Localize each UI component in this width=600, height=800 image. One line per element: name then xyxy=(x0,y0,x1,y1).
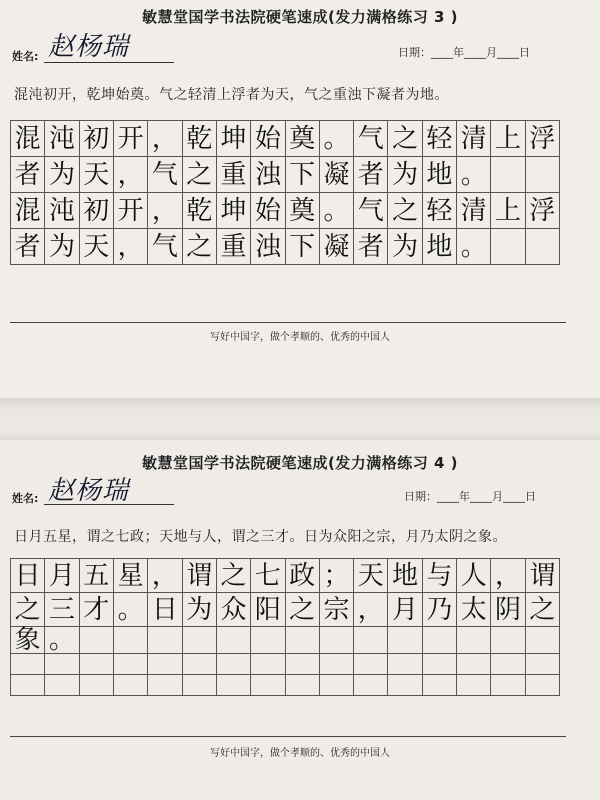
grid-row xyxy=(11,675,560,696)
grid-cell: 上 xyxy=(491,193,525,229)
grid-row xyxy=(11,654,560,675)
grid-cell: 阳 xyxy=(251,593,285,627)
grid-cell: 地 xyxy=(422,157,456,193)
grid-cell xyxy=(525,675,559,696)
grid-cell: 气 xyxy=(148,229,182,265)
grid-cell xyxy=(388,654,422,675)
grid-cell xyxy=(216,654,250,675)
grid-cell xyxy=(457,627,491,654)
grid-cell: 开 xyxy=(113,121,147,157)
grid-cell: 者 xyxy=(11,229,45,265)
grid-cell xyxy=(11,654,45,675)
grid-cell: ， xyxy=(354,593,388,627)
grid-cell xyxy=(491,654,525,675)
grid-cell: 日 xyxy=(11,559,45,593)
grid-cell: 气 xyxy=(148,157,182,193)
grid-cell: 者 xyxy=(354,157,388,193)
grid-cell: 五 xyxy=(79,559,113,593)
footer-motto: 写好中国字，做个孝顺的、优秀的中国人 xyxy=(210,748,390,759)
grid-cell xyxy=(525,654,559,675)
grid-cell xyxy=(457,654,491,675)
name-label: 姓名: xyxy=(12,50,39,63)
grid-cell: 阴 xyxy=(491,593,525,627)
grid-cell: 始 xyxy=(251,121,285,157)
grid-cell: ， xyxy=(148,193,182,229)
worksheet-title: 敏慧堂国学书法院硬笔速成(发力满格练习 3 ) xyxy=(141,8,459,26)
grid-cell xyxy=(422,654,456,675)
grid-cell xyxy=(182,627,216,654)
grid-cell xyxy=(525,627,559,654)
grid-row xyxy=(11,559,560,593)
grid-cell xyxy=(148,654,182,675)
grid-cell: 始 xyxy=(251,193,285,229)
grid-cell xyxy=(182,654,216,675)
grid-cell xyxy=(457,675,491,696)
grid-cell: 众 xyxy=(216,593,250,627)
grid-cell: 气 xyxy=(354,121,388,157)
grid-cell: 天 xyxy=(79,229,113,265)
student-signature: 赵杨瑞 xyxy=(48,32,130,62)
grid-cell: ， xyxy=(148,559,182,593)
grid-cell: 浊 xyxy=(251,229,285,265)
grid-cell: 之 xyxy=(388,193,422,229)
grid-cell: 乾 xyxy=(182,121,216,157)
grid-cell: 星 xyxy=(113,559,147,593)
grid-cell: 开 xyxy=(113,193,147,229)
grid-cell: ； xyxy=(319,559,353,593)
grid-cell: 混 xyxy=(11,193,45,229)
grid-cell: 天 xyxy=(79,157,113,193)
grid-cell: 奠 xyxy=(285,193,319,229)
grid-cell: 浮 xyxy=(525,193,559,229)
grid-cell xyxy=(491,229,525,265)
grid-row xyxy=(11,229,560,265)
grid-cell xyxy=(319,627,353,654)
grid-cell xyxy=(422,675,456,696)
model-text: 日月五星，谓之七政；天地与人，谓之三才。日为众阳之宗，月乃太阴之象。 xyxy=(14,529,507,545)
grid-row xyxy=(11,157,560,193)
footer-rule xyxy=(10,736,566,737)
grid-cell xyxy=(354,654,388,675)
grid-cell: 为 xyxy=(388,229,422,265)
grid-cell: 政 xyxy=(285,559,319,593)
grid-cell: 者 xyxy=(11,157,45,193)
grid-cell: 宗 xyxy=(319,593,353,627)
grid-cell: 之 xyxy=(285,593,319,627)
grid-cell: 之 xyxy=(11,593,45,627)
grid-cell: 。 xyxy=(45,627,79,654)
grid-cell: 下 xyxy=(285,229,319,265)
grid-cell: 为 xyxy=(45,229,79,265)
footer-motto: 写好中国字，做个孝顺的、优秀的中国人 xyxy=(210,332,390,343)
grid-cell: 混 xyxy=(11,121,45,157)
grid-cell: 之 xyxy=(182,229,216,265)
grid-cell xyxy=(388,675,422,696)
grid-cell: 初 xyxy=(79,121,113,157)
grid-cell: 初 xyxy=(79,193,113,229)
grid-cell: 凝 xyxy=(319,229,353,265)
grid-cell: 轻 xyxy=(422,193,456,229)
grid-cell: 之 xyxy=(182,157,216,193)
grid-cell xyxy=(79,654,113,675)
grid-cell xyxy=(148,675,182,696)
grid-cell xyxy=(216,627,250,654)
grid-cell: 才 xyxy=(79,593,113,627)
grid-cell: 气 xyxy=(354,193,388,229)
grid-cell: 乃 xyxy=(422,593,456,627)
grid-cell: 清 xyxy=(457,193,491,229)
grid-cell xyxy=(113,627,147,654)
grid-cell: 为 xyxy=(45,157,79,193)
practice-grid xyxy=(10,558,560,696)
grid-cell xyxy=(45,675,79,696)
grid-cell: 之 xyxy=(216,559,250,593)
grid-cell: 之 xyxy=(525,593,559,627)
grid-cell xyxy=(251,675,285,696)
grid-cell: 清 xyxy=(457,121,491,157)
grid-cell xyxy=(422,627,456,654)
student-signature: 赵杨瑞 xyxy=(48,476,130,506)
grid-cell: 坤 xyxy=(216,193,250,229)
grid-cell xyxy=(148,627,182,654)
grid-cell xyxy=(251,654,285,675)
grid-cell xyxy=(319,675,353,696)
grid-row xyxy=(11,627,560,654)
grid-cell xyxy=(79,627,113,654)
grid-cell: 沌 xyxy=(45,121,79,157)
grid-cell: 凝 xyxy=(319,157,353,193)
model-text: 混沌初开，乾坤始奠。气之轻清上浮者为天，气之重浊下凝者为地。 xyxy=(14,87,449,103)
date-field: 日期：____年____月____日 xyxy=(398,46,530,59)
grid-cell xyxy=(525,229,559,265)
grid-cell xyxy=(285,675,319,696)
grid-cell xyxy=(354,627,388,654)
grid-cell: 。 xyxy=(319,121,353,157)
grid-cell: 三 xyxy=(45,593,79,627)
grid-cell: 之 xyxy=(388,121,422,157)
grid-cell: 重 xyxy=(216,157,250,193)
grid-cell xyxy=(182,675,216,696)
grid-cell: 与 xyxy=(422,559,456,593)
grid-cell: 日 xyxy=(148,593,182,627)
grid-cell: 奠 xyxy=(285,121,319,157)
grid-cell: 天 xyxy=(354,559,388,593)
practice-grid xyxy=(10,120,560,265)
grid-cell: 坤 xyxy=(216,121,250,157)
grid-cell xyxy=(45,654,79,675)
grid-cell xyxy=(11,675,45,696)
footer-rule xyxy=(10,322,566,323)
date-field: 日期：____年____月____日 xyxy=(404,490,536,503)
grid-cell xyxy=(79,675,113,696)
grid-cell xyxy=(491,675,525,696)
grid-cell: 轻 xyxy=(422,121,456,157)
worksheet-title: 敏慧堂国学书法院硬笔速成(发力满格练习 4 ) xyxy=(141,454,459,472)
grid-cell: 为 xyxy=(388,157,422,193)
grid-row xyxy=(11,121,560,157)
grid-cell: ， xyxy=(148,121,182,157)
grid-cell xyxy=(491,627,525,654)
name-label: 姓名: xyxy=(12,492,39,505)
grid-cell: 者 xyxy=(354,229,388,265)
grid-cell: ， xyxy=(491,559,525,593)
grid-cell: 地 xyxy=(388,559,422,593)
grid-cell xyxy=(285,627,319,654)
grid-cell: 。 xyxy=(319,193,353,229)
grid-cell xyxy=(354,675,388,696)
grid-cell xyxy=(525,157,559,193)
grid-cell: 上 xyxy=(491,121,525,157)
grid-cell: 为 xyxy=(182,593,216,627)
grid-cell: 重 xyxy=(216,229,250,265)
grid-cell xyxy=(319,654,353,675)
grid-cell: 月 xyxy=(388,593,422,627)
worksheet-4 xyxy=(0,440,600,800)
grid-row xyxy=(11,193,560,229)
grid-cell: 地 xyxy=(422,229,456,265)
grid-cell: 太 xyxy=(457,593,491,627)
grid-cell: 乾 xyxy=(182,193,216,229)
grid-cell: 人 xyxy=(457,559,491,593)
grid-cell xyxy=(113,654,147,675)
grid-cell: 月 xyxy=(45,559,79,593)
page-gap xyxy=(0,398,600,440)
grid-cell: 谓 xyxy=(525,559,559,593)
grid-cell xyxy=(113,675,147,696)
grid-cell: 象 xyxy=(11,627,45,654)
grid-cell xyxy=(285,654,319,675)
grid-cell xyxy=(388,627,422,654)
worksheet-3 xyxy=(0,0,600,398)
grid-cell: 下 xyxy=(285,157,319,193)
grid-cell: ， xyxy=(113,157,147,193)
grid-cell: 浊 xyxy=(251,157,285,193)
grid-cell xyxy=(251,627,285,654)
grid-cell xyxy=(216,675,250,696)
grid-row xyxy=(11,593,560,627)
grid-cell: 。 xyxy=(457,229,491,265)
grid-cell: 七 xyxy=(251,559,285,593)
grid-cell: 。 xyxy=(457,157,491,193)
grid-cell: 谓 xyxy=(182,559,216,593)
grid-cell xyxy=(491,157,525,193)
grid-cell: 。 xyxy=(113,593,147,627)
grid-cell: 沌 xyxy=(45,193,79,229)
grid-cell: ， xyxy=(113,229,147,265)
grid-cell: 浮 xyxy=(525,121,559,157)
